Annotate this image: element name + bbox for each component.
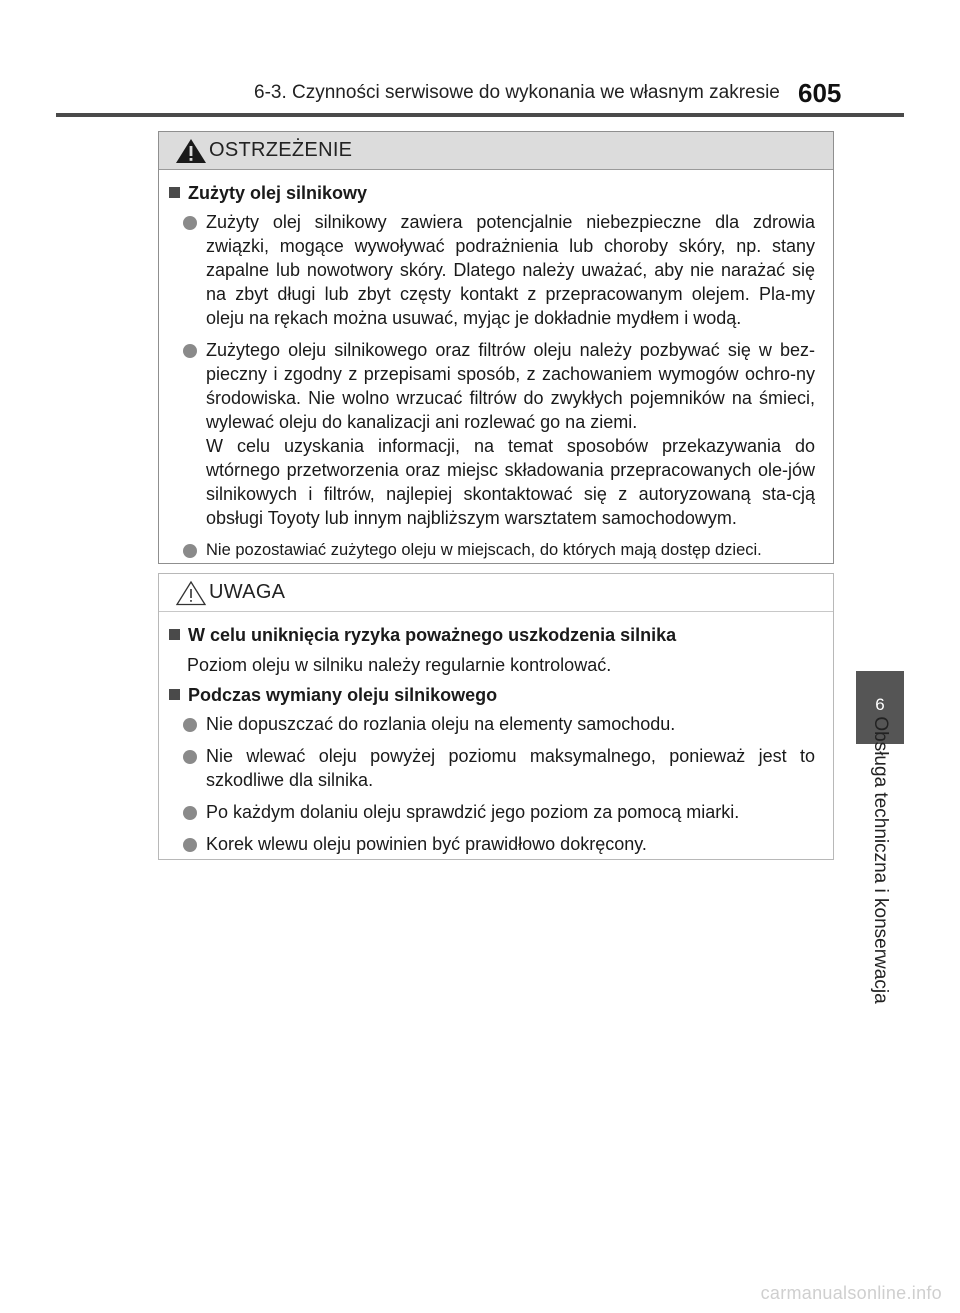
- chapter-number: 6: [875, 695, 885, 714]
- bullet-dot-icon: [183, 718, 197, 732]
- bullet-dot-icon: [183, 216, 197, 230]
- page-number: 605: [798, 78, 842, 108]
- item-text: Korek wlewu oleju powinien być prawidłowo dokręcony.: [206, 834, 647, 854]
- item-text: Nie pozostawiać zużytego oleju w miejscach, do których mają dostęp dzieci.: [206, 541, 762, 559]
- bullet-dot-icon: [183, 344, 197, 358]
- list-item: [183, 210, 815, 330]
- item-paragraph: Zużytego oleju silnikowego oraz filtrów oleju należy pozbywać się w bez-pieczny i zgodny z przepisami sposób, z zachowaniem wymogów ochro-ny środowiska. Nie wolno wrzucać filtrów do zwykłych pojemników na śmieci, wylewać oleju do kanalizacji ani rozlewać go na ziemi.: [206, 340, 815, 432]
- section-heading: [167, 682, 815, 708]
- section-title: Podczas wymiany oleju silnikowego: [188, 685, 498, 705]
- item-text: Zużyty olej silnikowy zawiera potencjalnie niebezpieczne dla zdrowia związki, mogące wywoływać podrażnienia lub choroby skóry, np. stany zapalne lub nowotwory skóry. Dlatego należy uważać, aby nie narażać się na zbyt długi lub zbyt częsty kontakt z przepracowanym olejem. Pla-my oleju na rękach można usuwać, myjąc je dokładnie mydłem i wodą.: [206, 212, 815, 328]
- section-text: Poziom oleju w silniku należy regularnie kontrolować.: [187, 655, 612, 675]
- list-item: [183, 800, 815, 824]
- warning-box-header: [159, 132, 833, 170]
- watermark: carmanualsonline.info: [760, 1283, 942, 1303]
- list-item: [183, 538, 815, 562]
- bullet-dot-icon: [183, 838, 197, 852]
- square-bullet-icon: [169, 187, 180, 198]
- item-text: Nie dopuszczać do rozlania oleju na elementy samochodu.: [206, 714, 676, 734]
- item-paragraph: W celu uzyskania informacji, na temat sposobów przekazywania do wtórnego przetworzenia oraz miejsc składowania przepracowanych ole-jów silnikowych i filtrów, najlepiej skontaktować się z autoryzowaną sta-cją obsługi Toyoty lub innym najbliższym warsztatem samochodowym.: [206, 436, 815, 528]
- section-heading: [167, 622, 815, 648]
- warning-triangle-outline-icon: [175, 580, 207, 606]
- list-item: [183, 744, 815, 792]
- notice-box-header: [159, 574, 833, 612]
- section-title: W celu uniknięcia ryzyka poważnego uszkodzenia silnika: [188, 625, 677, 645]
- notice-box: [158, 573, 834, 860]
- notice-box-title: UWAGA: [209, 581, 286, 603]
- warning-box-body: [159, 170, 833, 562]
- notice-box-body: [159, 612, 833, 856]
- warning-triangle-filled-icon: [175, 138, 207, 164]
- item-text: [206, 338, 815, 530]
- item-text: Nie wlewać oleju powyżej poziomu maksymalnego, ponieważ jest to szkodliwe dla silnika.: [206, 746, 815, 790]
- page-header-title: 6-3. Czynności serwisowe do wykonania we własnym zakresie: [254, 82, 780, 103]
- warning-box-title: OSTRZEŻENIE: [209, 139, 353, 161]
- section-heading: [167, 180, 815, 206]
- header-divider: [56, 113, 904, 117]
- section-title: Zużyty olej silnikowy: [188, 183, 368, 203]
- square-bullet-icon: [169, 629, 180, 640]
- list-item: [183, 338, 815, 530]
- bullet-dot-icon: [183, 544, 197, 558]
- item-text: Po każdym dolaniu oleju sprawdzić jego poziom za pomocą miarki.: [206, 802, 740, 822]
- bullet-dot-icon: [183, 750, 197, 764]
- square-bullet-icon: [169, 689, 180, 700]
- bullet-dot-icon: [183, 806, 197, 820]
- list-item: [183, 832, 815, 856]
- warning-box: [158, 131, 834, 564]
- list-item: [183, 712, 815, 736]
- chapter-title: Obsługa techniczna i konserwacja: [870, 716, 891, 1004]
